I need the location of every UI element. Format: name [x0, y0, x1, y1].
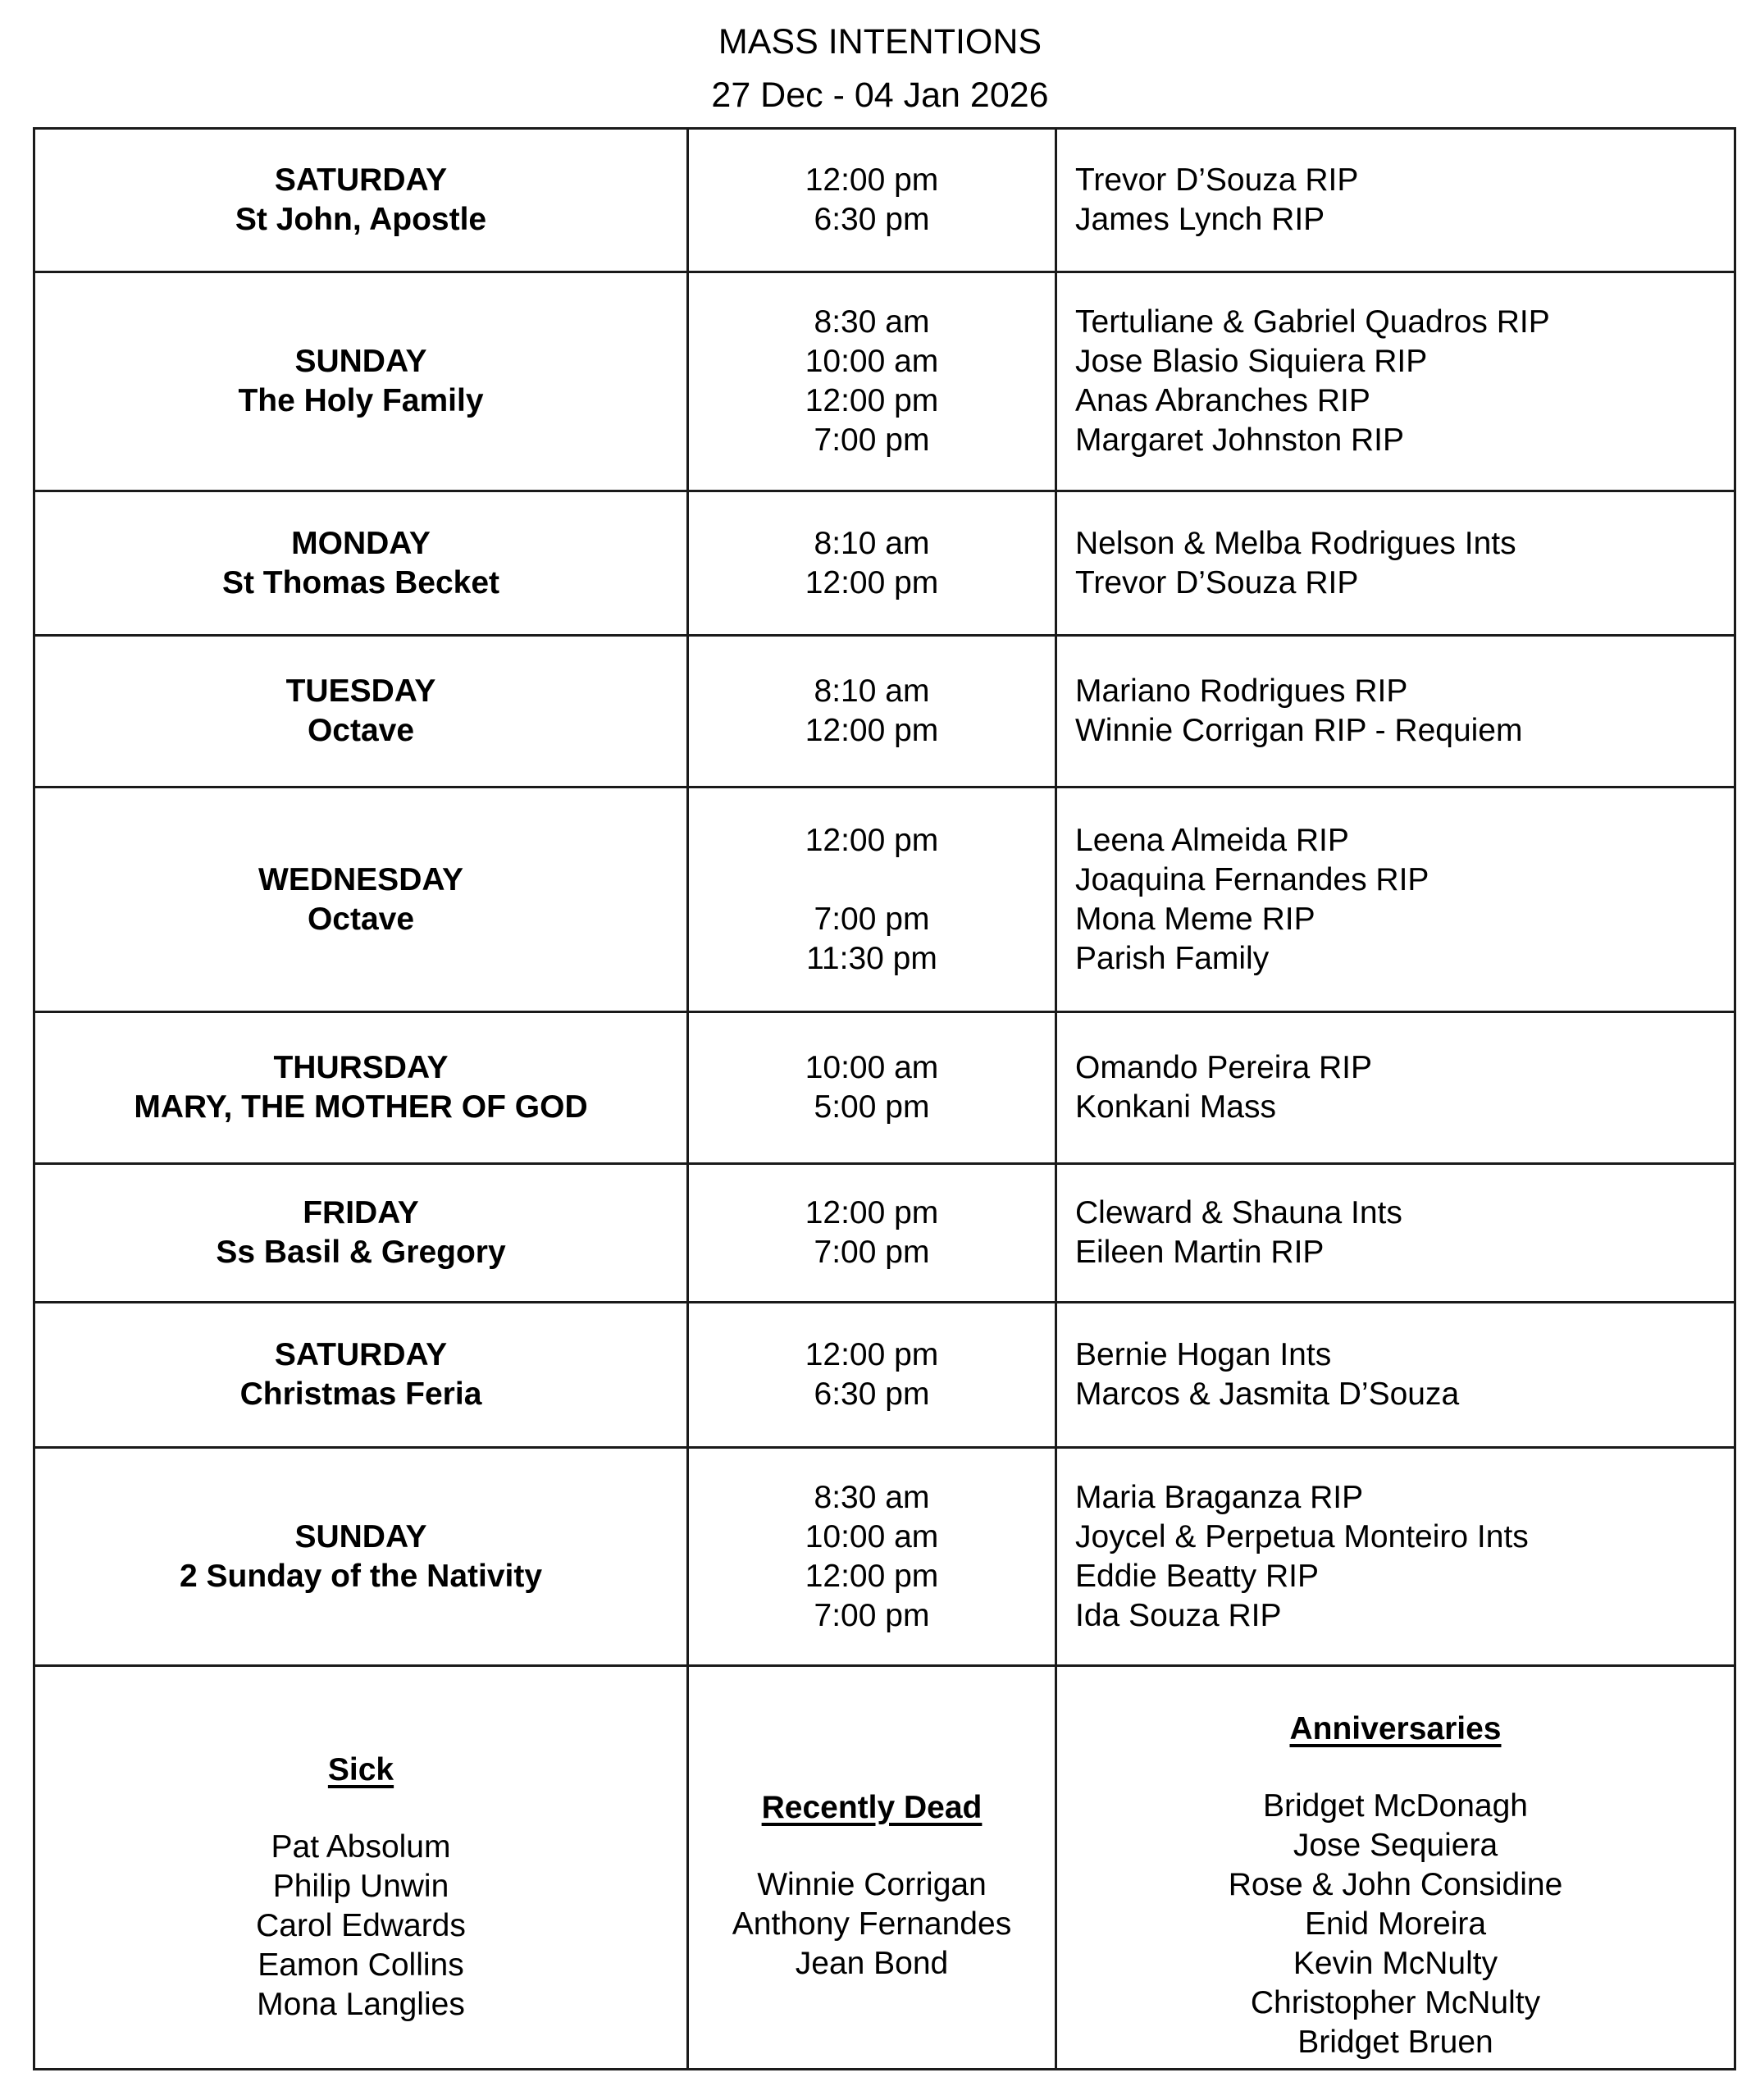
sick-name: Mona Langlies: [257, 1986, 465, 2022]
intention: Margaret Johnston RIP: [1075, 422, 1405, 458]
day-row: [34, 1164, 1735, 1303]
mass-intentions-table: [33, 127, 1736, 2070]
day-cell: [34, 788, 688, 1012]
mass-time: 8:30 am: [814, 304, 930, 340]
times-cell: [688, 1303, 1056, 1448]
day-name: TUESDAY: [285, 673, 436, 709]
day-row: [34, 1303, 1735, 1448]
mass-time: 12:00 pm: [805, 1558, 939, 1594]
mass-time: 7:00 pm: [814, 1597, 930, 1633]
mass-time: 8:10 am: [814, 673, 930, 709]
times-cell: [688, 491, 1056, 636]
recently-dead-name: Winnie Corrigan: [757, 1866, 987, 1902]
intentions-cell: [1056, 1448, 1735, 1666]
mass-time: 10:00 am: [805, 1050, 939, 1085]
mass-time: 7:00 pm: [814, 901, 930, 937]
feast-name: Octave: [307, 713, 415, 748]
feast-name: St Thomas Becket: [221, 564, 500, 600]
intention: Winnie Corrigan RIP - Requiem: [1075, 713, 1523, 748]
day-row: [34, 1012, 1735, 1164]
intention: Trevor D’Souza RIP: [1075, 564, 1359, 600]
day-name: FRIDAY: [303, 1195, 419, 1230]
intention: Tertuliane & Gabriel Quadros RIP: [1075, 304, 1550, 340]
intention: Nelson & Melba Rodrigues Ints: [1075, 525, 1516, 561]
anniversary-name: Rose & John Considine: [1228, 1866, 1563, 1902]
day-row: [34, 788, 1735, 1012]
feast-name: 2 Sunday of the Nativity: [179, 1558, 543, 1594]
day-cell: [34, 1012, 688, 1164]
day-name: SUNDAY: [294, 1518, 427, 1554]
intention: Joaquina Fernandes RIP: [1075, 861, 1429, 897]
mass-time: 7:00 pm: [814, 422, 930, 458]
intention: Maria Braganza RIP: [1075, 1479, 1364, 1515]
sick-list: [34, 1666, 688, 2070]
day-row: [34, 491, 1735, 636]
feast-name: Christmas Feria: [239, 1376, 482, 1412]
day-cell: [34, 129, 688, 272]
mass-time-blank: [689, 861, 1055, 900]
anniversaries-heading: Anniversaries: [1289, 1710, 1502, 1746]
feast-name: St John, Apostle: [235, 202, 487, 237]
intention: Mariano Rodrigues RIP: [1075, 673, 1408, 709]
intention: Ida Souza RIP: [1075, 1597, 1282, 1633]
intention: Jose Blasio Siquiera RIP: [1075, 344, 1428, 379]
times-cell: [688, 636, 1056, 788]
intention: Trevor D’Souza RIP: [1075, 162, 1359, 198]
day-cell: [34, 1164, 688, 1303]
intention: James Lynch RIP: [1075, 202, 1325, 237]
anniversary-name: Christopher McNulty: [1250, 1984, 1541, 2020]
recently-dead-name: Anthony Fernandes: [732, 1906, 1012, 1942]
day-cell: [34, 1303, 688, 1448]
recently-dead-list: [688, 1666, 1056, 2070]
feast-name: Octave: [307, 901, 415, 937]
day-name: SATURDAY: [274, 162, 448, 198]
day-cell: [34, 636, 688, 788]
times-cell: [688, 788, 1056, 1012]
intention: Bernie Hogan Ints: [1075, 1337, 1332, 1372]
intention: Konkani Mass: [1075, 1089, 1276, 1125]
day-name: SATURDAY: [274, 1337, 448, 1372]
sick-name: Pat Absolum: [271, 1828, 451, 1865]
intentions-cell: [1056, 491, 1735, 636]
feast-name: The Holy Family: [238, 383, 484, 418]
day-cell: [34, 491, 688, 636]
mass-time: 12:00 pm: [805, 713, 939, 748]
intentions-cell: [1056, 129, 1735, 272]
page-title: MASS INTENTIONS: [718, 22, 1042, 62]
intention: Joycel & Perpetua Monteiro Ints: [1075, 1518, 1529, 1554]
intentions-cell: [1056, 636, 1735, 788]
intention: Mona Meme RIP: [1075, 901, 1315, 937]
anniversary-name: Bridget McDonagh: [1262, 1787, 1528, 1824]
times-cell: [688, 1012, 1056, 1164]
mass-time: 12:00 pm: [805, 1337, 939, 1372]
mass-time: 5:00 pm: [814, 1089, 930, 1125]
mass-time: 12:00 pm: [805, 383, 939, 418]
mass-time: 8:30 am: [814, 1479, 930, 1515]
feast-name: Ss Basil & Gregory: [216, 1235, 506, 1270]
intention: Eddie Beatty RIP: [1075, 1558, 1319, 1594]
mass-time: 6:30 pm: [814, 202, 930, 237]
mass-time: 12:00 pm: [805, 1195, 939, 1230]
mass-time: 7:00 pm: [814, 1235, 930, 1270]
day-name: WEDNESDAY: [258, 861, 463, 897]
day-name: MONDAY: [291, 525, 431, 561]
intention: Marcos & Jasmita D’Souza: [1075, 1376, 1460, 1412]
anniversaries-list: [1056, 1666, 1735, 2070]
intentions-cell: [1056, 272, 1735, 491]
feast-name: MARY, THE MOTHER OF GOD: [134, 1089, 588, 1125]
day-cell: [34, 272, 688, 491]
sick-name: Philip Unwin: [272, 1868, 449, 1904]
day-cell: [34, 1448, 688, 1666]
mass-time: 12:00 pm: [805, 822, 939, 858]
day-row: [34, 636, 1735, 788]
intentions-cell: [1056, 1012, 1735, 1164]
day-row: [34, 1448, 1735, 1666]
intentions-cell: [1056, 1164, 1735, 1303]
times-cell: [688, 1448, 1056, 1666]
intentions-cell: [1056, 788, 1735, 1012]
intention: Anas Abranches RIP: [1075, 383, 1370, 418]
anniversary-name: Kevin McNulty: [1293, 1945, 1498, 1981]
mass-time: 10:00 am: [805, 1518, 939, 1554]
anniversary-name: Jose Sequiera: [1293, 1827, 1498, 1863]
intention: Omando Pereira RIP: [1075, 1050, 1372, 1085]
mass-time: 11:30 pm: [806, 940, 937, 976]
intention: Leena Almeida RIP: [1075, 822, 1349, 858]
day-row: [34, 129, 1735, 272]
anniversary-name: Bridget Bruen: [1297, 2024, 1493, 2060]
prayer-lists-row: [34, 1666, 1735, 2070]
intentions-cell: [1056, 1303, 1735, 1448]
mass-time: 10:00 am: [805, 344, 939, 379]
mass-time: 6:30 pm: [814, 1376, 930, 1412]
date-range: 27 Dec - 04 Jan 2026: [711, 75, 1049, 115]
mass-time: 12:00 pm: [805, 564, 939, 600]
anniversary-name: Enid Moreira: [1304, 1906, 1487, 1942]
mass-time: 8:10 am: [814, 525, 930, 561]
day-name: SUNDAY: [294, 344, 427, 379]
intention: Parish Family: [1075, 940, 1270, 976]
recently-dead-heading: Recently Dead: [761, 1789, 983, 1825]
intention: Cleward & Shauna Ints: [1075, 1195, 1402, 1230]
sick-heading: Sick: [327, 1751, 394, 1787]
times-cell: [688, 1164, 1056, 1303]
times-cell: [688, 272, 1056, 491]
sick-name: Eamon Collins: [258, 1947, 464, 1983]
recently-dead-name: Jean Bond: [795, 1945, 949, 1981]
sick-name: Carol Edwards: [256, 1907, 466, 1943]
intention: Eileen Martin RIP: [1075, 1235, 1325, 1270]
day-name: THURSDAY: [273, 1050, 449, 1085]
day-row: [34, 272, 1735, 491]
mass-time: 12:00 pm: [805, 162, 939, 198]
times-cell: [688, 129, 1056, 272]
